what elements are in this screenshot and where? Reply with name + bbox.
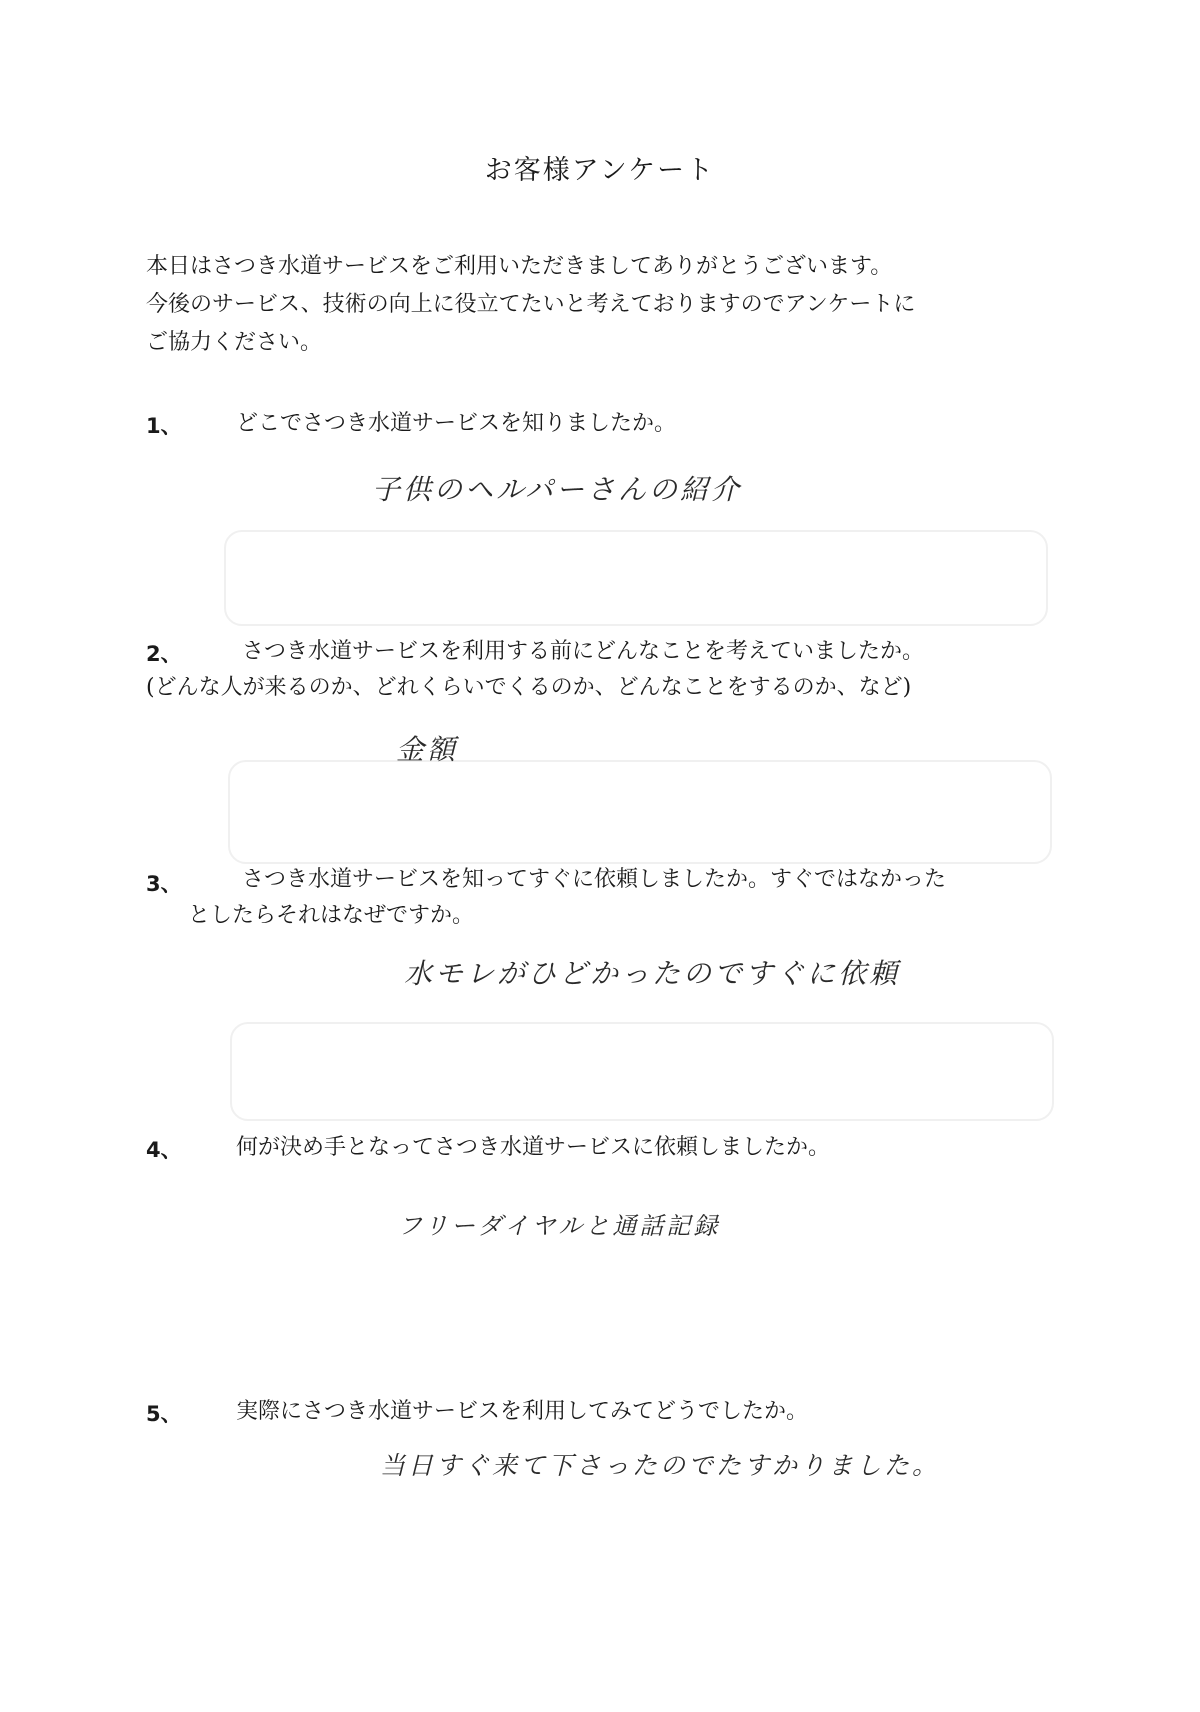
question-5-answer: 当日すぐ来て下さったのでたすかりました。 xyxy=(380,1451,941,1480)
question-1-text: どこでさつき水道サービスを知りましたか。 xyxy=(236,411,677,436)
intro-line: 今後のサービス、技術の向上に役立てたいと考えておりますのでアンケートに xyxy=(146,292,916,317)
question-2-number: 2、 xyxy=(146,642,182,666)
question-2-answer: 金額 xyxy=(396,733,459,766)
survey-title: お客様アンケート xyxy=(484,155,716,186)
bleed-through-box xyxy=(228,760,1052,864)
intro-text xyxy=(146,248,1106,362)
question-1-number: 1、 xyxy=(146,414,182,438)
intro-line: 本日はさつき水道サービスをご利用いただきましてありがとうございます。 xyxy=(146,254,893,279)
bleed-through-box xyxy=(230,1022,1054,1121)
question-2-text: さつき水道サービスを利用する前にどんなことを考えていましたか。 xyxy=(242,639,925,664)
question-4-answer: フリーダイヤルと通話記録 xyxy=(398,1212,721,1240)
question-1-answer: 子供のヘルパーさんの紹介 xyxy=(372,473,743,506)
bleed-through-box xyxy=(224,530,1048,626)
question-4-text: 何が決め手となってさつき水道サービスに依頼しましたか。 xyxy=(236,1135,831,1160)
question-3-text: さつき水道サービスを知ってすぐに依頼しましたか。すぐではなかった xyxy=(242,867,947,892)
intro-line: ご協力ください。 xyxy=(146,330,323,355)
question-4-number: 4、 xyxy=(146,1138,182,1162)
question-5-number: 5、 xyxy=(146,1402,182,1426)
question-5-text: 実際にさつき水道サービスを利用してみてどうでしたか。 xyxy=(236,1399,809,1424)
question-3-subtext: としたらそれはなぜですか。 xyxy=(188,903,475,928)
question-3-answer: 水モレがひどかったのですぐに依頼 xyxy=(404,957,901,990)
question-2-subtext: (どんな人が来るのか、どれくらいでくるのか、どんなことをするのか、など) xyxy=(146,675,912,700)
question-3-number: 3、 xyxy=(146,872,182,896)
